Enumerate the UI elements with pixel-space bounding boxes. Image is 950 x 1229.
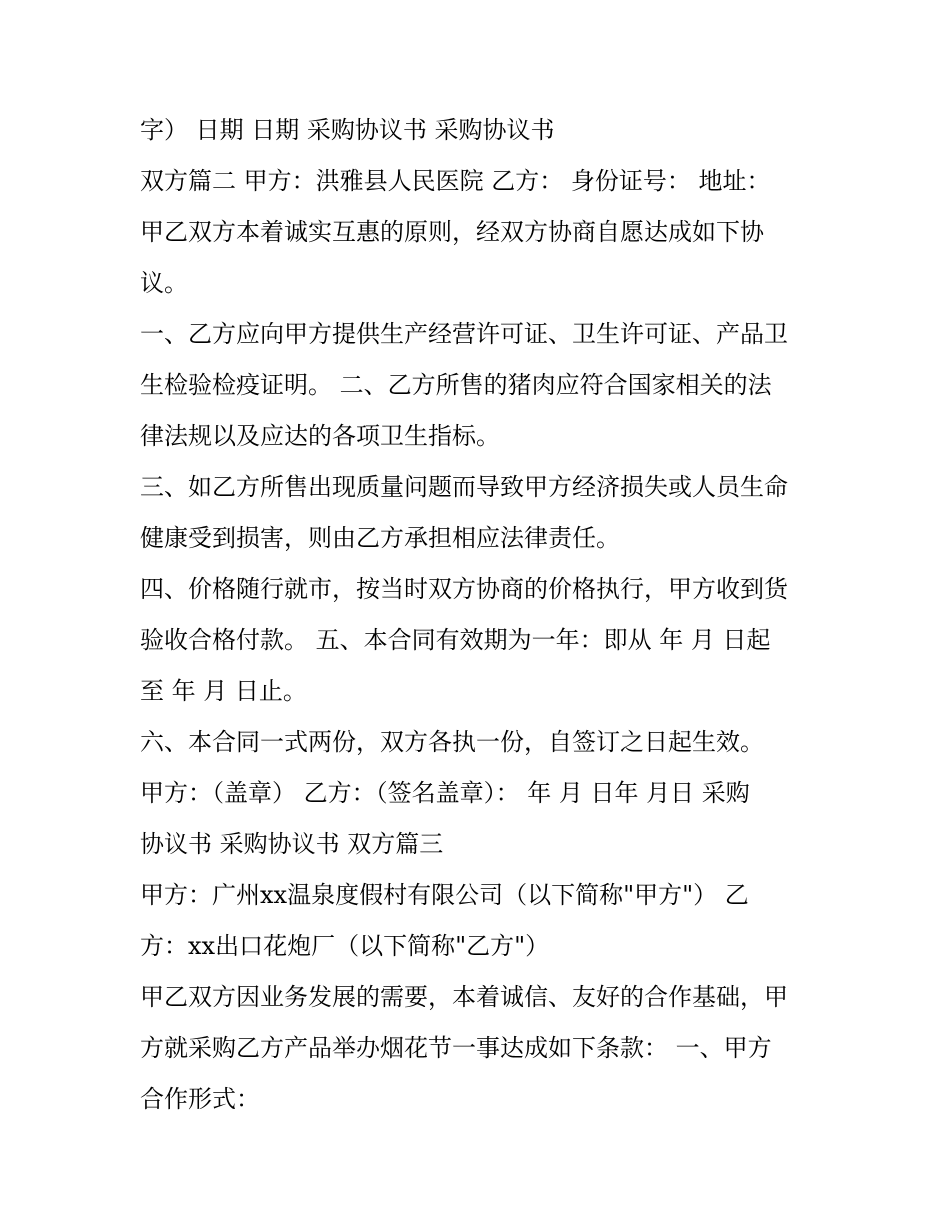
document-body [140,105,830,1125]
text-line: 甲方：（盖章） 乙方：（签名盖章）： 年 月 日年 月日 采购 [140,779,750,807]
text-line: 生检验检疫证明。 二、乙方所售的猪肉应符合国家相关的法 [140,371,772,399]
text-line: 甲乙双方因业务发展的需要，本着诚信、友好的合作基础，甲 [140,983,788,1011]
text-line: 字） 日期 日期 采购协议书 采购协议书 [140,116,555,144]
text-line: 四、价格随行就市，按当时双方协商的价格执行，甲方收到货 [140,575,788,603]
text-line: 协议书 采购协议书 双方篇三 [140,830,444,858]
text-line: 健康受到损害，则由乙方承担相应法律责任。 [140,524,620,552]
text-line: 议。 [140,269,188,297]
text-line: 至 年 月 日止。 [140,677,307,705]
text-line: 三、如乙方所售出现质量问题而导致甲方经济损失或人员生命 [140,473,788,501]
text-line: 律法规以及应达的各项卫生指标。 [140,422,500,450]
text-line: 验收合格付款。 五、本合同有效期为一年：即从 年 月 日起 [140,626,771,654]
text-line: 甲方：广州xx温泉度假村有限公司（以下简称"甲方"） 乙 [140,881,749,909]
text-line: 方就采购乙方产品举办烟花节一事达成如下条款： 一、甲方 [140,1034,772,1062]
text-line: 甲乙双方本着诚实互惠的原则，经双方协商自愿达成如下协 [140,218,764,246]
text-line: 六、本合同一式两份，双方各执一份，自签订之日起生效。 [140,728,764,756]
text-line: 合作形式： [140,1085,260,1113]
text-line: 双方篇二 甲方：洪雅县人民医院 乙方： 身份证号： 地址： [140,167,771,195]
text-line: 方：xx出口花炮厂（以下简称"乙方"） [140,932,550,960]
text-line: 一、乙方应向甲方提供生产经营许可证、卫生许可证、产品卫 [140,320,788,348]
